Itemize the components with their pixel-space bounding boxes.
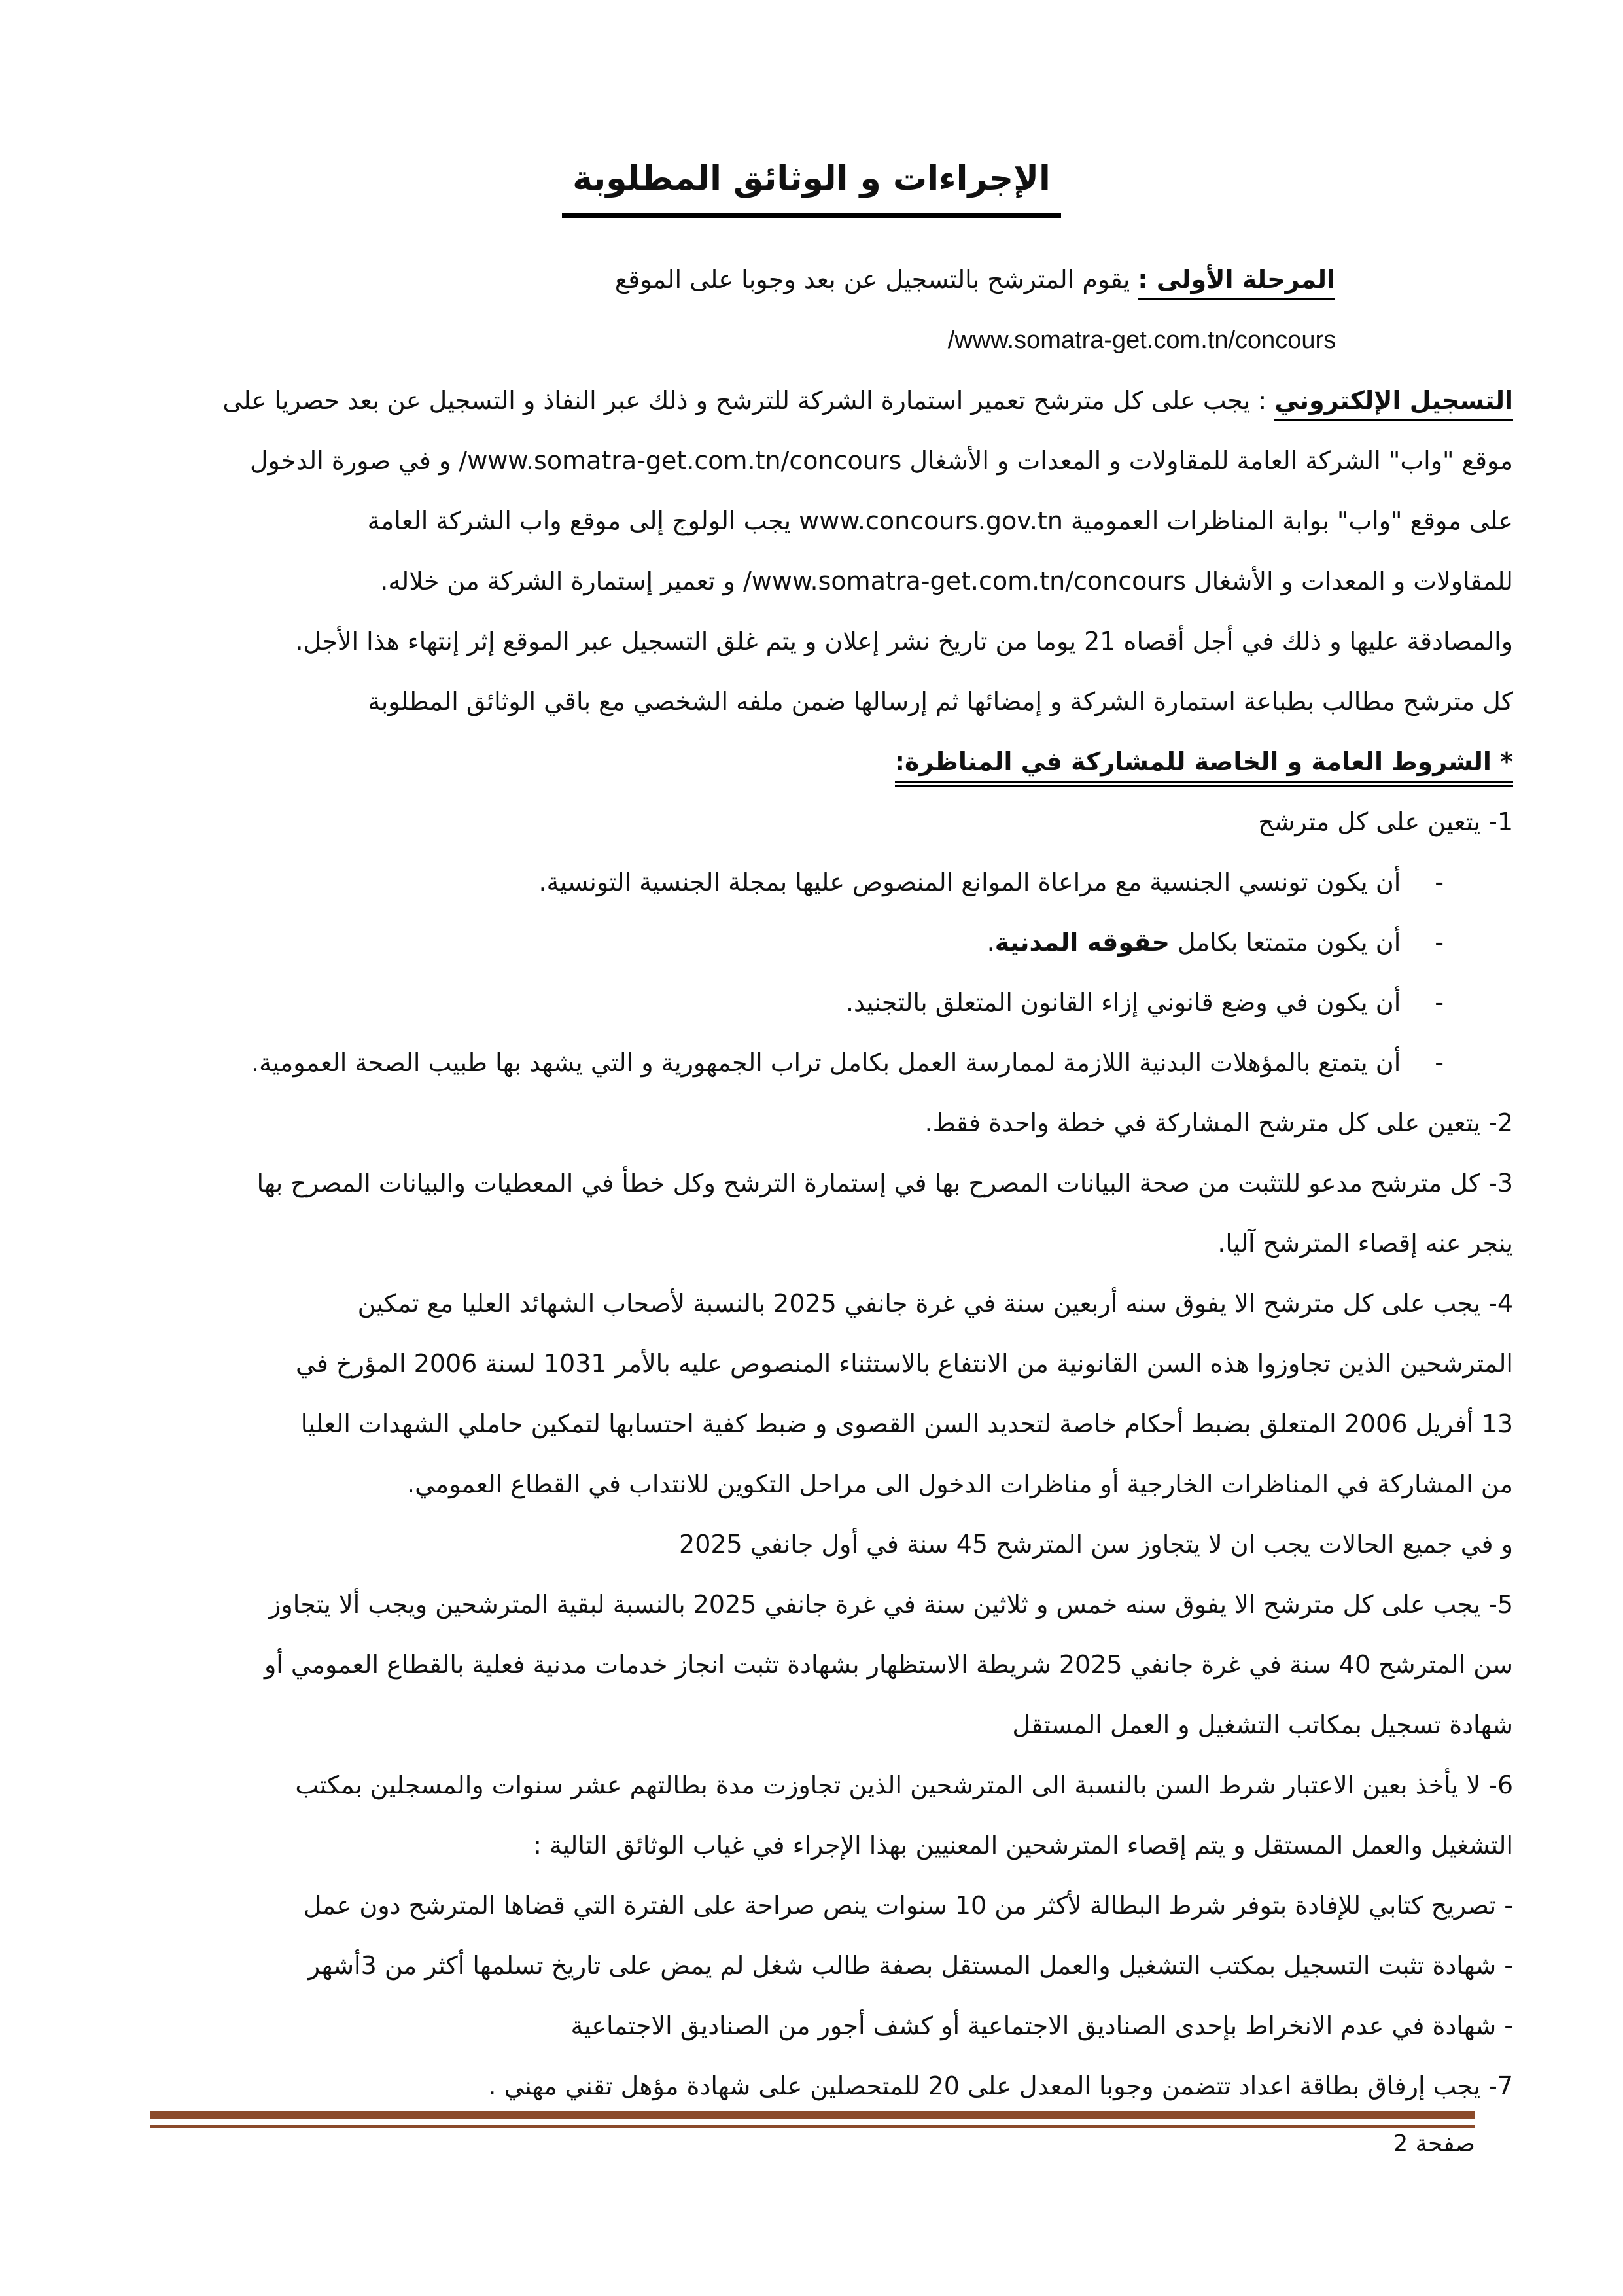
footer-rule-thick bbox=[150, 2111, 1475, 2119]
bullet-text: أن يكون في وضع قانوني إزاء القانون المتعلق بالتجنيد. bbox=[845, 988, 1401, 1017]
registration-paragraph-line-2: موقع "واب" الشركة العامة للمقاولات و المعدات و الأشغال www.somatra-get.com.tn/concours/ و في صورة الدخول bbox=[249, 446, 1513, 475]
conditions-heading-text: * الشروط العامة و الخاصة للمشاركة في المناظرة: bbox=[895, 747, 1513, 787]
condition-item-1-bullet-4 bbox=[110, 1033, 1513, 1093]
bullet-text-bold: حقوقه المدنية bbox=[994, 928, 1170, 957]
footer-rule-thin bbox=[150, 2125, 1475, 2128]
stage1-url-line bbox=[110, 309, 1513, 370]
condition-item-1-bullet-3 bbox=[110, 972, 1513, 1033]
condition-item-6-doc-1: - تصريح كتابي للإفادة بتوفر شرط البطالة لأكثر من 10 سنوات ينص صراحة على الفترة التي قضاها المترشح دون عمل bbox=[303, 1891, 1513, 1920]
registration-paragraph-line-1 bbox=[110, 370, 1513, 431]
condition-item-4-line-1: 4- يجب على كل مترشح الا يفوق سنه أربعين سنة في غرة جانفي 2025 بالنسبة لأصحاب الشهائد العليا مع تمكين bbox=[357, 1289, 1513, 1318]
page-number: صفحة 2 bbox=[1393, 2130, 1475, 2157]
condition-item-6-doc-2: - شهادة تثبت التسجيل بمكتب التشغيل والعمل المستقل بصفة طالب شغل لم يمض على تاريخ تسلمها أكثر من 3أشهر bbox=[307, 1951, 1513, 1980]
document-title: الإجراءات و الوثائق المطلوبة bbox=[562, 156, 1061, 218]
registration-label: التسجيل الإلكتروني bbox=[1274, 386, 1513, 421]
registration-paragraph-line-3: على موقع "واب" بوابة المناظرات العمومية www.concours.gov.tn يجب الولوج إلى موقع واب الشركة العامة bbox=[367, 506, 1513, 535]
registration-label-rest: : يجب على كل مترشح تعمير استمارة الشركة للترشح و ذلك عبر النفاذ و التسجيل عن بعد حصريا على bbox=[222, 386, 1275, 415]
bullet-text: أن يكون متمتعا بكامل bbox=[1169, 928, 1401, 957]
condition-item-6-doc-3: - شهادة في عدم الانخراط بإحدى الصناديق الاجتماعية أو كشف أجور من الصناديق الاجتماعية bbox=[570, 2011, 1513, 2040]
stage1-text: يقوم المترشح بالتسجيل عن بعد وجوبا على الموقع bbox=[614, 265, 1138, 294]
stage1-line bbox=[110, 249, 1513, 309]
condition-item-3-line-1: 3- كل مترشح مدعو للتثبت من صحة البيانات المصرح بها في إستمارة الترشح وكل خطأ في المعطيات والبيانات المصرح بها bbox=[256, 1169, 1513, 1197]
registration-paragraph-line-4: للمقاولات و المعدات و الأشغال www.somatra-get.com.tn/concours/ و تعمير إستمارة الشركة من خلاله. bbox=[380, 567, 1513, 595]
condition-item-1: 1- يتعين على كل مترشح bbox=[1258, 807, 1513, 836]
condition-item-3-line-2: ينجر عنه إقصاء المترشح آليا. bbox=[1217, 1229, 1513, 1258]
bullet-dash: - bbox=[1435, 928, 1444, 957]
title-row bbox=[110, 156, 1513, 218]
condition-item-7: 7- يجب إرفاق بطاقة اعداد تتضمن وجوبا المعدل على 20 للمتحصلين على شهادة مؤهل تقني مهني . bbox=[488, 2072, 1513, 2100]
condition-item-4-line-2: المترشحين الذين تجاوزوا هذه السن القانونية من الانتفاع بالاستثناء المنصوص عليه بالأمر 1031 لسنة 2006 المؤرخ في bbox=[296, 1349, 1513, 1378]
age-limit-note: و في جميع الحالات يجب ان لا يتجاوز سن المترشح 45 سنة في أول جانفي 2025 bbox=[679, 1530, 1513, 1559]
condition-item-2: 2- يتعين على كل مترشح المشاركة في خطة واحدة فقط. bbox=[924, 1108, 1513, 1137]
registration-paragraph-line-5: والمصادقة عليها و ذلك في أجل أقصاه 21 يوما من تاريخ نشر إعلان و يتم غلق التسجيل عبر الموقع إثر إنتهاء هذا الأجل. bbox=[295, 627, 1513, 656]
condition-item-5-line-3: شهادة تسجيل بمكاتب التشغيل و العمل المستقل bbox=[1012, 1710, 1513, 1739]
stage1-label: المرحلة الأولى : bbox=[1138, 265, 1335, 300]
condition-item-6-line-1: 6- لا يأخذ بعين الاعتبار شرط السن بالنسبة الى المترشحين الذين تجاوزت مدة بطالتهم عشر سنوات والمسجلين بمكتب bbox=[295, 1771, 1513, 1799]
condition-item-1-bullet-1 bbox=[110, 852, 1513, 912]
bullet-dash: - bbox=[1435, 988, 1444, 1017]
bullet-dash: - bbox=[1435, 868, 1444, 896]
company-concours-url: www.somatra-get.com.tn/concours/ bbox=[947, 327, 1336, 354]
registration-paragraph-line-6: كل مترشح مطالب بطباعة استمارة الشركة و إمضائها ثم إرسالها ضمن ملفه الشخصي مع باقي الوثائق المطلوبة bbox=[368, 687, 1513, 716]
condition-item-5-line-2: سن المترشح 40 سنة في غرة جانفي 2025 شريطة الاستظهار بشهادة تثبت انجاز خدمات مدنية فعلية بالقطاع العمومي أو bbox=[264, 1650, 1513, 1679]
condition-item-6-line-2: التشغيل والعمل المستقل و يتم إقصاء المترشحين المعنيين بهذا الإجراء في غياب الوثائق التالية : bbox=[533, 1831, 1513, 1860]
bullet-text: أن يكون تونسي الجنسية مع مراعاة الموانع المنصوص عليها بمجلة الجنسية التونسية. bbox=[538, 868, 1401, 896]
condition-item-4-line-3: 13 أفريل 2006 المتعلق بضبط أحكام خاصة لتحديد السن القصوى و ضبط كفية احتسابها لتمكين حاملي الشهدات العليا bbox=[300, 1409, 1513, 1438]
bullet-text-post: . bbox=[986, 928, 995, 957]
conditions-heading bbox=[110, 732, 1513, 792]
condition-item-5-line-1: 5- يجب على كل مترشح الا يفوق سنه خمس و ثلاثين سنة في غرة جانفي 2025 بالنسبة لبقية المترشحين ويجب ألا يتجاوز bbox=[269, 1590, 1513, 1619]
condition-item-4-line-4: من المشاركة في المناظرات الخارجية أو مناظرات الدخول الى مراحل التكوين للانتداب في القطاع العمومي. bbox=[407, 1470, 1513, 1498]
bullet-dash: - bbox=[1435, 1048, 1444, 1077]
condition-item-1-bullet-2 bbox=[110, 912, 1513, 972]
bullet-text: أن يتمتع بالمؤهلات البدنية اللازمة لممارسة العمل بكامل تراب الجمهورية و التي يشهد بها طبيب الصحة العمومية. bbox=[251, 1048, 1401, 1077]
